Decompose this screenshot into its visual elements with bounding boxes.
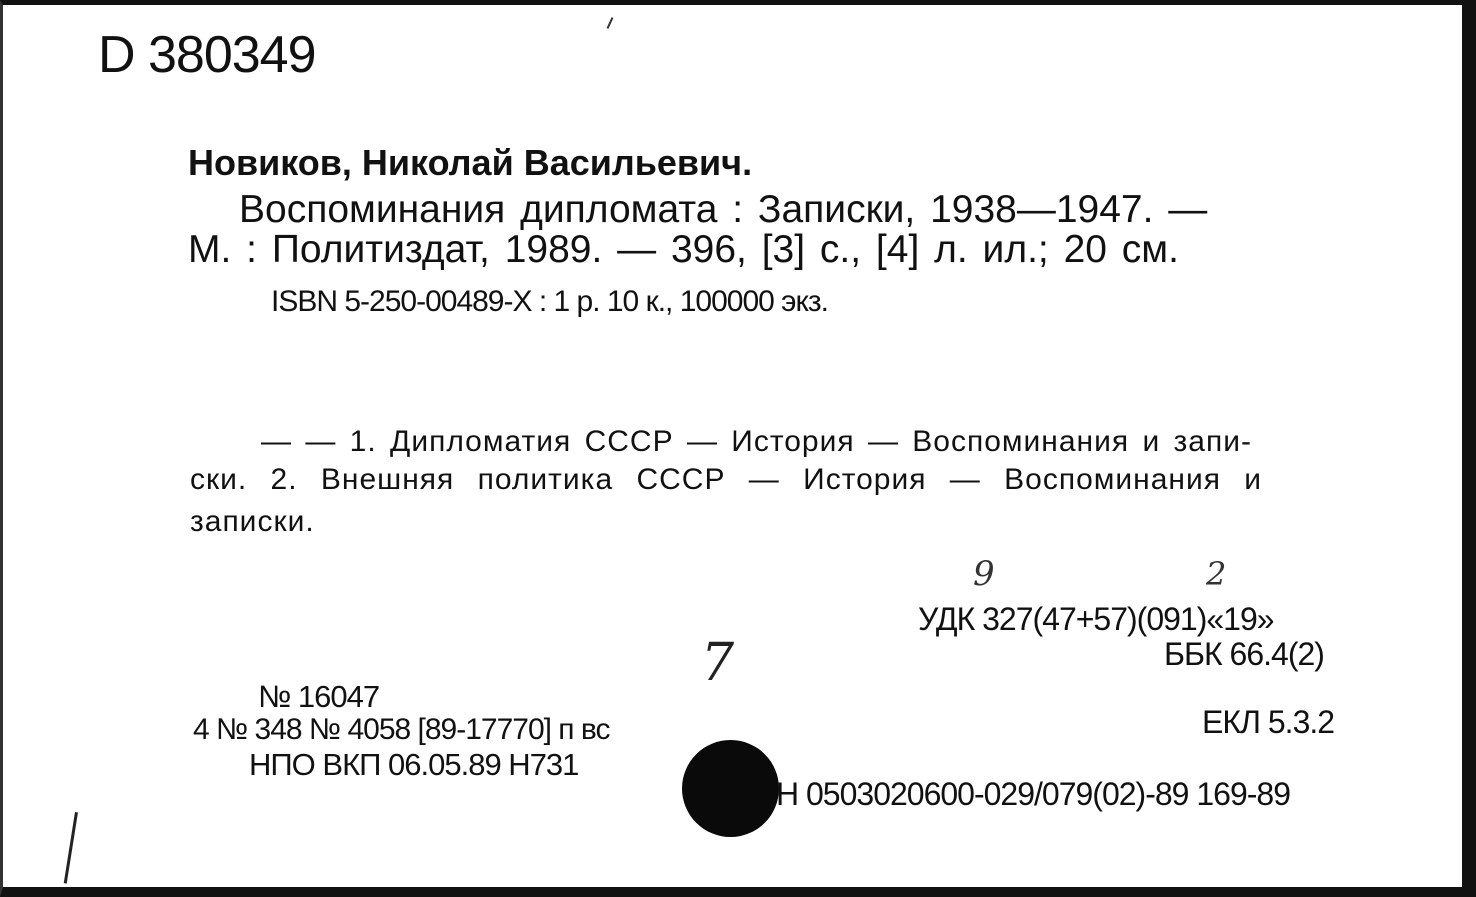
author-heading: Новиков, Николай Васильевич. [188,142,753,183]
pen-tick-mark [607,17,614,29]
udc-classification: УДК 327(47+57)(091)«19» [918,601,1274,637]
subjects-line-1: — — 1. Дипломатия СССР — История — Воспоминания и запи- [261,425,1252,458]
punch-hole [682,740,779,837]
subjects-line-2: ски. 2. Внешняя политика СССР — История — Воспоминания и [190,463,1263,496]
h-code: Н 0503020600-029/079(02)-89 169-89 [776,776,1290,812]
handwritten-mark-2: 2 [1206,555,1227,593]
call-number: D 380349 [98,26,316,84]
print-run-line: 4 № 348 № 4058 [89-17770] п вс [193,713,610,746]
ekl-classification: ЕКЛ 5.3.2 [1202,704,1335,740]
handwritten-mark-1: 9 [973,554,995,594]
handwritten-mark-3: 7 [701,633,735,693]
order-number: № 16047 [258,679,380,714]
isbn-line: ISBN 5-250-00489-X : 1 р. 10 к., 100000 экз. [271,285,829,318]
subjects-line-3: записки. [190,505,315,538]
title-line-1: Воспоминания дипломата : Записки, 1938—1947. — [239,188,1208,231]
title-line-2: М. : Политиздат, 1989. — 396, [3] с., [4] л. ил.; 20 см. [188,228,1179,271]
pen-stroke-mark [64,812,78,884]
npo-line: НПО ВКП 06.05.89 Н731 [249,747,579,782]
bbk-classification: ББК 66.4(2) [1164,636,1324,672]
